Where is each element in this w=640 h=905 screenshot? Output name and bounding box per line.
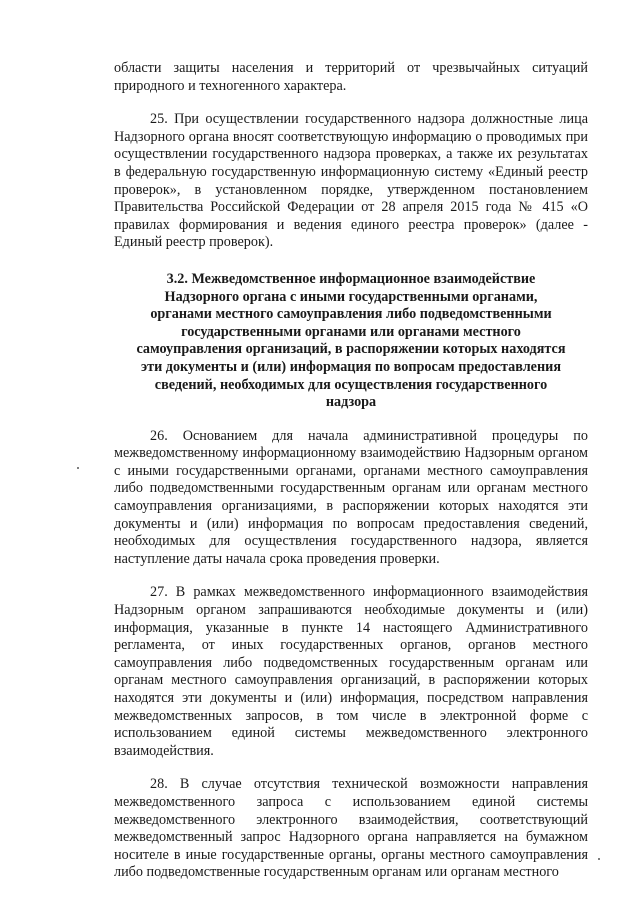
scan-speck (598, 858, 600, 860)
section-heading-line: 3.2. Межведомственное информационное взаимодействие (166, 270, 536, 287)
section-heading-line: Надзорного органа с иными государственными органами, (164, 288, 538, 305)
section-heading-line: сведений, необходимых для осуществления государственного (154, 376, 548, 393)
section-heading-line: государственными органами или органами местного (181, 323, 521, 340)
paragraph-26: 26. Основанием для начала административной процедуры по межведомственному информационному взаимодействию Надзорным органом с иными государственными органами, органами местного самоуправления либо подведомственными государственным органам или органам местного самоуправления организациями, в распоряжении которых находятся эти документы и (или) информация по вопросам предоставления сведений, необходимых для осуществления государственного надзора, является наступление даты начала срока проведения проверки. (114, 427, 588, 567)
paragraph-27: 27. В рамках межведомственного информационного взаимодействия Надзорным органом запрашиваются необходимые документы и (или) информация, указанные в пункте 14 настоящего Административного регламента, от иных государственных органов, органов местного самоуправления либо подведомственных государственным органам или органам местного самоуправления организаций, в распоряжении которых находятся эти документы и (или) информация, посредством направления межведомственных запросов, в том числе в электронной форме с использованием единой системы межведомственного электронного взаимодействия. (114, 584, 588, 759)
section-heading-line: надзора (325, 394, 377, 411)
document-body (114, 60, 588, 882)
paragraph-25: 25. При осуществлении государственного надзора должностные лица Надзорного органа вносят соответствующую информацию о проводимых при осуществлении государственного надзора проверках, а также их результатах в федеральную государственную информационную систему «Единый реестр проверок», в установленном порядке, утвержденном постановлением Правительства Российской Федерации от 28 апреля 2015 года № 415 «О правилах формирования и ведения единого реестра проверок» (далее - Единый реестр проверок). (114, 111, 588, 251)
section-heading-line: органами местного самоуправления либо подведомственными (150, 306, 552, 323)
section-heading (114, 271, 588, 412)
section-heading-line: эти документы и (или) информация по вопросам предоставления (140, 358, 562, 375)
paragraph-28: 28. В случае отсутствия технической возможности направления межведомственного запроса с использованием единой системы межведомственного электронного взаимодействия, соответствующий межведомственный запрос Надзорного органа направляется на бумажном носителе в иные государственные органы, органы местного самоуправления либо подведомственные государственным органам или органам местного (114, 776, 588, 881)
scan-speck (77, 467, 79, 469)
section-heading-line: самоуправления организаций, в распоряжении которых находятся (136, 341, 566, 358)
intro-paragraph: области защиты населения и территорий от чрезвычайных ситуаций природного и техногенного характера. (114, 60, 588, 94)
